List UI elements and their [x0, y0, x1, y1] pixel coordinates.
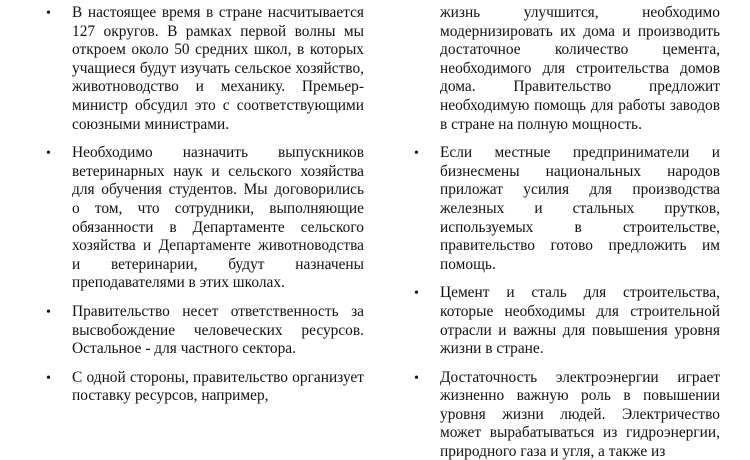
list-item [42, 303, 364, 359]
list-item [410, 144, 720, 274]
list-item-text: Достаточность электроэнергии играет жизненно важную роль в повышении уровня жизни людей. Электричество может вырабатываться из гидроэнергии, природного газа и угля, а также из [440, 368, 720, 460]
left-column [42, 0, 364, 460]
list-item [410, 284, 720, 358]
bullet-marker: • [414, 286, 419, 302]
list-item-text: С одной стороны, правительство организует поставку ресурсов, например, [72, 368, 364, 405]
bullet-list-left [42, 4, 364, 406]
bullet-marker: • [46, 6, 51, 21]
list-item-text: Правительство несет ответственность за высвобождение человеческих ресурсов. Остальное - для частного сектора. [72, 302, 364, 358]
bullet-list-right [410, 4, 720, 460]
bullet-marker: • [414, 146, 419, 162]
list-item [42, 4, 364, 134]
list-item-text: жизнь улучшится, необходимо модернизировать их дома и производить достаточное количество цемента, необходимого для строительства домов дома. Правительство предложит необходимую помощь для работы заводов в стране на полную мощность. [440, 4, 720, 133]
bullet-marker: • [46, 370, 51, 386]
list-item [42, 369, 364, 406]
bullet-marker: • [46, 146, 51, 162]
bullet-marker: • [46, 304, 51, 320]
list-item-text: В настоящее время в стране насчитывается 127 округов. В рамках первой волны мы откроем около 50 средних школ, в которых учащиеся будут изучать сельское хозяйство, животноводство и механику. Премьер-министр обсудил это с соответствующими союзными министрами. [72, 4, 364, 133]
list-item [42, 144, 364, 293]
list-item-text: Если местные предприниматели и бизнесмены национальных народов приложат усилия для производства железных и стальных прутков, используемых в строительстве, правительство готово предложить им помощь. [440, 144, 720, 273]
bullet-marker: • [414, 370, 419, 386]
list-item-continuation [410, 4, 720, 134]
list-item-text: Необходимо назначить выпускников ветеринарных наук и сельского хозяйства для обучения студентов. Мы договорились о том, что сотрудники, выполняющие обязанности в Департаменте сельского хозяйства и Департаменте животноводства и ветеринарии, будут назначены преподавателями в этих школах. [72, 144, 364, 292]
list-item-text: Цемент и сталь для строительства, которые необходимы для строительной отрасли и важны для повышения уровня жизни в стране. [440, 284, 720, 358]
list-item [410, 369, 720, 460]
right-column [410, 0, 720, 460]
